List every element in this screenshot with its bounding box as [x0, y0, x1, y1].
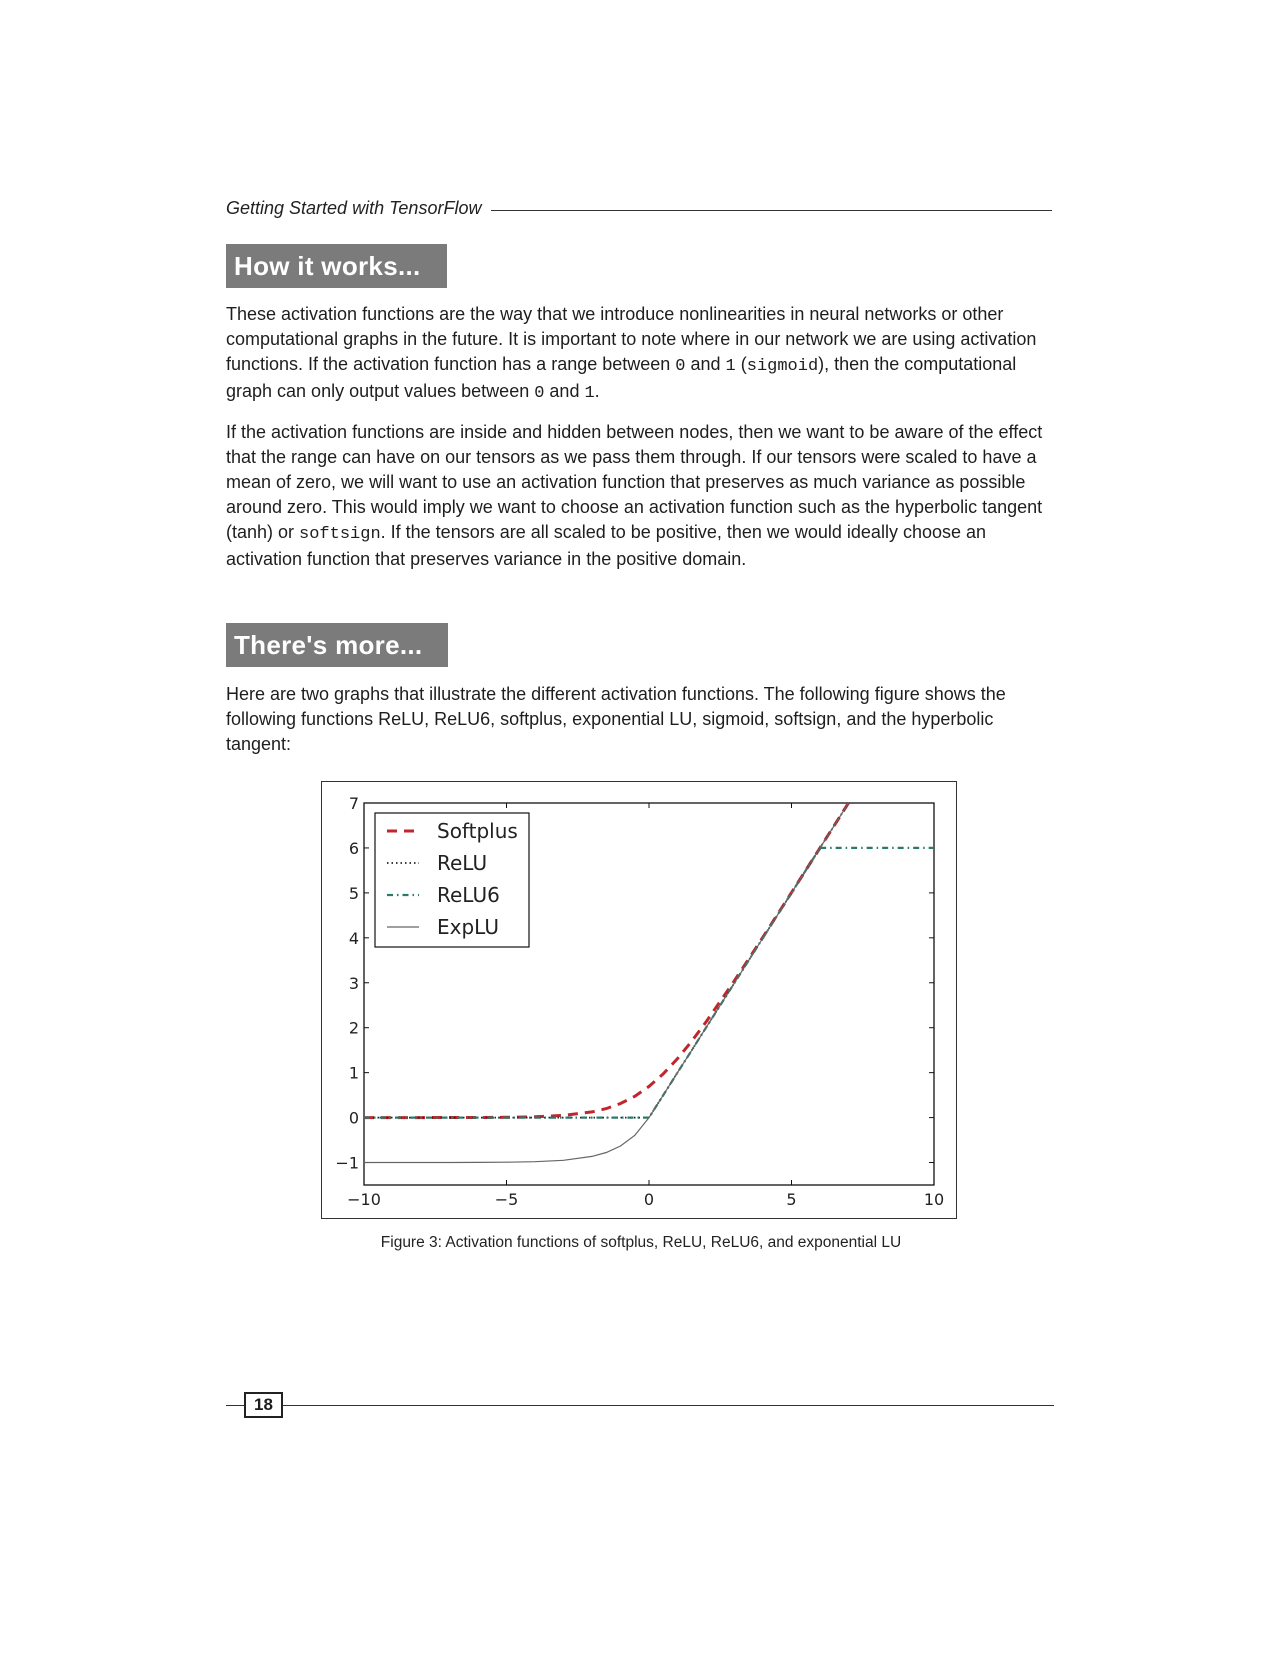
y-tick-label: 4 [348, 928, 359, 948]
section-heading-theres-more: There's more... [226, 623, 448, 667]
para1-text: . [594, 381, 600, 401]
code-sigmoid: sigmoid [746, 357, 819, 376]
y-tick-label: −1 [335, 1153, 359, 1173]
running-title: Getting Started with TensorFlow [226, 198, 482, 218]
code-zero: 0 [675, 357, 686, 376]
legend-label-softplus: Softplus [437, 819, 518, 843]
section-heading-how-it-works: How it works... [226, 244, 447, 288]
para1-text: These activation functions are the way that we introduce nonlinearities in neural networks or other computational graphs in the future. It is important to note where in our network we are using activation functions. If the activation function has a range between [226, 304, 1037, 374]
paragraph-activation-intro [226, 302, 1056, 406]
para1-text: and [544, 381, 585, 401]
para1-text: ), then the computational graph can only output values between [226, 354, 1017, 401]
header-rule [491, 210, 1052, 211]
code-softsign: softsign [299, 525, 381, 544]
y-tick-label: 7 [348, 794, 359, 813]
figure-caption: Figure 3: Activation functions of softplus, ReLU, ReLU6, and exponential LU [380, 1234, 902, 1251]
page-number: 18 [244, 1392, 283, 1418]
legend-label-relu: ReLU [437, 851, 488, 875]
paragraph-hidden-nodes [226, 420, 1056, 572]
figure-frame [321, 781, 957, 1219]
activation-functions-chart [322, 782, 956, 1218]
y-tick-label: 1 [348, 1063, 359, 1083]
paragraph-graphs-intro: Here are two graphs that illustrate the different activation functions. The following figure shows the following functions ReLU, ReLU6, softplus, exponential LU, sigmoid, softsign, and the hyperbolic tangent: [226, 684, 1006, 754]
legend-label-relu6: ReLU6 [437, 883, 500, 907]
footer-rule-right [283, 1405, 1054, 1406]
footer-rule-left [226, 1405, 244, 1406]
y-tick-label: 2 [348, 1018, 359, 1038]
page-footer [226, 1390, 1054, 1420]
para2-text: . If the tensors are all scaled to be positive, then we would ideally choose an activation function that preserves variance in the positive domain. [226, 522, 987, 569]
code-one: 1 [725, 357, 736, 376]
para1-text: ( [735, 354, 747, 374]
code-one: 1 [584, 384, 595, 403]
page-header [226, 198, 1052, 219]
x-tick-label: −5 [494, 1190, 519, 1209]
para2-text: If the activation functions are inside and hidden between nodes, then we want to be aware of the effect that the range can have on our tensors as we pass them through. If our tensors were scaled to have a mean of zero, we will want to use an activation function that preserves as much variance as possible around zero. This would imply we want to choose an activation function such as the hyperbolic tangent (tanh) or [226, 422, 1043, 542]
x-tick-label: 5 [786, 1190, 797, 1209]
code-zero: 0 [534, 384, 545, 403]
y-tick-label: 3 [348, 973, 359, 993]
y-tick-label: 0 [348, 1108, 359, 1128]
x-tick-label: −10 [347, 1190, 381, 1209]
y-tick-label: 6 [348, 838, 359, 858]
legend-label-explu: ExpLU [437, 915, 499, 939]
x-tick-label: 0 [643, 1190, 655, 1209]
para1-text: and [685, 354, 726, 374]
y-tick-label: 5 [348, 883, 359, 903]
x-tick-label: 10 [923, 1190, 945, 1209]
